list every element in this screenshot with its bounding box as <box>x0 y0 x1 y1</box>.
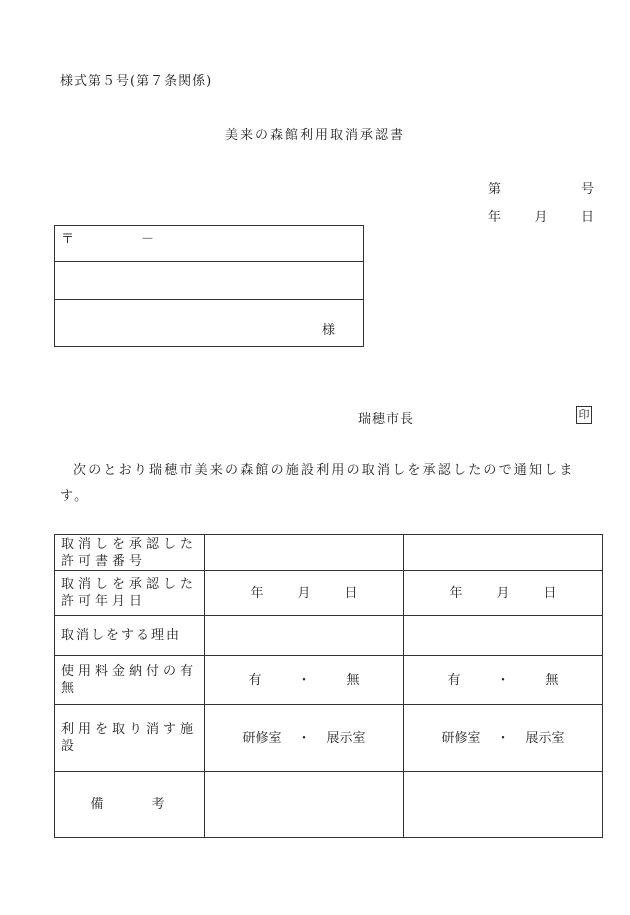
number-prefix: 第 <box>488 182 502 197</box>
remarks-label <box>55 772 205 838</box>
room-exhibit: 展示室 <box>525 730 565 746</box>
seal-mark: 印 <box>576 406 592 424</box>
room-dot: ・ <box>496 730 510 746</box>
room-dot: ・ <box>297 730 311 746</box>
fee-paid-cell-1 <box>205 656 404 705</box>
postal-mark: 〒 <box>61 232 75 247</box>
fee-dot: ・ <box>297 672 311 688</box>
remarks-cell-2 <box>404 772 603 838</box>
date-day: 日 <box>580 210 594 225</box>
table-row <box>55 705 603 772</box>
fee-no: 無 <box>545 672 559 688</box>
table-row <box>55 656 603 705</box>
name-divider <box>55 299 363 300</box>
table-row <box>55 772 603 838</box>
form-number: 様式第５号(第７条関係) <box>60 74 213 89</box>
reason-cell-1 <box>205 616 404 656</box>
facility-cell-1 <box>205 705 404 772</box>
room-training: 研修室 <box>242 730 282 746</box>
permit-year: 年 <box>250 585 264 601</box>
reason-label: 取消しをする理由 <box>55 616 205 656</box>
document-title: 美来の森館利用取消承認書 <box>224 128 405 143</box>
date-month: 月 <box>534 210 548 225</box>
facility-label: 利用を取り消す施設 <box>55 705 205 772</box>
remarks-label-1: 備 <box>90 797 108 812</box>
permit-day: 日 <box>543 585 557 601</box>
fee-paid-label: 使用料金納付の有無 <box>55 656 205 705</box>
table-row <box>55 571 603 616</box>
facility-cell-2 <box>404 705 603 772</box>
permit-number-label: 取消しを承認した許可書番号 <box>55 535 205 571</box>
issuer-mayor: 瑞穂市長 <box>358 412 415 427</box>
table-row <box>55 616 603 656</box>
permit-day: 日 <box>344 585 358 601</box>
recipient-address-box <box>54 225 364 347</box>
room-training: 研修室 <box>441 730 481 746</box>
number-suffix: 号 <box>580 182 594 197</box>
fee-yes: 有 <box>447 672 461 688</box>
permit-date-cell-2 <box>404 571 603 616</box>
permit-date-label: 取消しを承認した許可年月日 <box>55 571 205 616</box>
fee-no: 無 <box>346 672 360 688</box>
permit-month: 月 <box>297 585 311 601</box>
room-exhibit: 展示室 <box>326 730 366 746</box>
remarks-cell-1 <box>205 772 404 838</box>
table-row <box>55 535 603 571</box>
issue-date-line <box>488 206 594 225</box>
remarks-label-2: 考 <box>151 797 169 812</box>
permit-month: 月 <box>496 585 510 601</box>
permit-number-cell-1 <box>205 535 404 571</box>
cancellation-table <box>54 534 603 838</box>
fee-yes: 有 <box>248 672 262 688</box>
honorific-sama: 様 <box>321 323 335 338</box>
postal-dash: － <box>141 232 155 247</box>
reason-cell-2 <box>404 616 603 656</box>
permit-date-cell-1 <box>205 571 404 616</box>
address-divider <box>55 261 363 262</box>
fee-paid-cell-2 <box>404 656 603 705</box>
date-year: 年 <box>488 210 502 225</box>
permit-year: 年 <box>449 585 463 601</box>
notice-text: 次のとおり瑞穂市美来の森館の施設利用の取消しを承認したので通知します。 <box>60 463 575 504</box>
document-number-line <box>488 178 594 197</box>
fee-dot: ・ <box>496 672 510 688</box>
permit-number-cell-2 <box>404 535 603 571</box>
